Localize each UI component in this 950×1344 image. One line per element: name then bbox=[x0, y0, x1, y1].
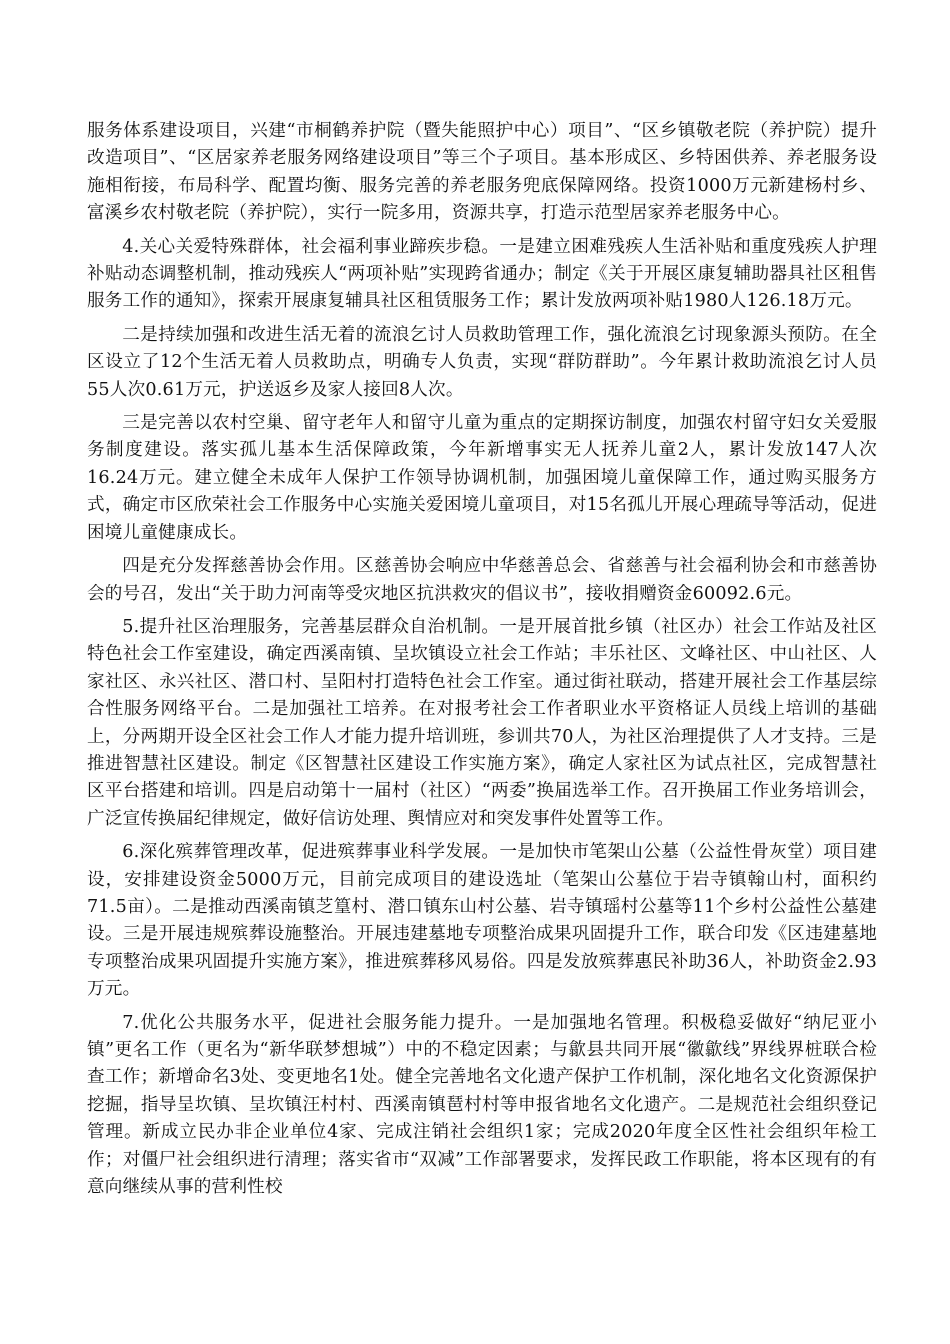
paragraph-6: 5.提升社区治理服务，完善基层群众自治机制。一是开展首批乡镇（社区办）社会工作站及社区特色社会工作室建设，确定西溪南镇、呈坎镇设立社会工作站；丰乐社区、文峰社区、中山社区、人家社区、永兴社区、潜口村、呈阳村打造特色社会工作室。通过街社联动，搭建开展社会工作基层综合性服务网络平台。二是加强社工培养。在对报考社会工作者职业水平资格证人员线上培训的基础上，分两期开设全区社会工作人才能力提升培训班，参训共70人，为社区治理提供了人才支持。三是推进智慧社区建设。制定《区智慧社区建设工作实施方案》，确定人家社区为试点社区，完成智慧社区平台搭建和培训。四是启动第十一届村（社区）“两委”换届选举工作。召开换届工作业务培训会，广泛宣传换届纪律规定，做好信访处理、舆情应对和突发事件处置等工作。 bbox=[87, 616, 877, 829]
document-body bbox=[87, 118, 877, 1207]
paragraph-2: 4.关心关爱特殊群体，社会福利事业蹄疾步稳。一是建立困难残疾人生活补贴和重度残疾人护理补贴动态调整机制，推动残疾人“两项补贴”实现跨省通办；制定《关于开展区康复辅助器具社区租售服务工作的通知》，探索开展康复辅具社区租赁服务工作；累计发放两项补贴1980人126.18万元。 bbox=[87, 236, 877, 312]
paragraph-3: 二是持续加强和改进生活无着的流浪乞讨人员救助管理工作，强化流浪乞讨现象源头预防。在全区设立了12个生活无着人员救助点，明确专人负责，实现“群防群助”。今年累计救助流浪乞讨人员55人次0.61万元，护送返乡及家人接回8人次。 bbox=[87, 324, 877, 400]
paragraph-7: 6.深化殡葬管理改革，促进殡葬事业科学发展。一是加快市笔架山公墓（公益性骨灰堂）项目建设，安排建设资金5000万元，目前完成项目的建设选址（笔架山公墓位于岩寺镇翰山村，面积约71.5亩）。二是推动西溪南镇芝篁村、潜口镇东山村公墓、岩寺镇瑶村公墓等11个乡村公益性公墓建设。三是开展违规殡葬设施整治。开展违建墓地专项整治成果巩固提升工作，联合印发《区违建墓地专项整治成果巩固提升实施方案》，推进殡葬移风易俗。四是发放殡葬惠民补助36人，补助资金2.93万元。 bbox=[87, 842, 877, 1000]
paragraph-8: 7.优化公共服务水平，促进社会服务能力提升。一是加强地名管理。积极稳妥做好“纳尼亚小镇”更名工作（更名为“新华联梦想城”）中的不稳定因素；与歙县共同开展“徽歙线”界线界桩联合检查工作；新增命名3处、变更地名1处。健全完善地名文化遗产保护工作机制，深化地名文化资源保护挖掘，指导呈坎镇、呈坎镇汪村村、西溪南镇琶村村等申报省地名文化遗产。二是规范社会组织登记管理。新成立民办非企业单位4家、完成注销社会组织1家；完成2020年度全区性社会组织年检工作；对僵尸社会组织进行清理；落实省市“双减”工作部署要求，发挥民政工作职能，将本区现有的有意向继续从事的营利性校 bbox=[87, 1012, 877, 1198]
paragraph-1: 服务体系建设项目，兴建“市桐鹤养护院（暨失能照护中心）项目”、“区乡镇敬老院（养护院）提升改造项目”、“区居家养老服务网络建设项目”等三个子项目。基本形成区、乡特困供养、养老服务设施相衔接，布局科学、配置均衡、服务完善的养老服务兜底保障网络。投资1000万元新建杨村乡、富溪乡农村敬老院（养护院），实行一院多用，资源共享，打造示范型居家养老服务中心。 bbox=[87, 121, 877, 224]
paragraph-5: 四是充分发挥慈善协会作用。区慈善协会响应中华慈善总会、省慈善与社会福利协会和市慈善协会的号召，发出“关于助力河南等受灾地区抗洪救灾的倡议书”，接收捐赠资金60092.6元。 bbox=[87, 556, 877, 604]
paragraph-4: 三是完善以农村空巢、留守老年人和留守儿童为重点的定期探访制度，加强农村留守妇女关爱服务制度建设。落实孤儿基本生活保障政策，今年新增事实无人抚养儿童2人，累计发放147人次16.24万元。建立健全未成年人保护工作领导协调机制，加强困境儿童保障工作，通过购买服务方式，确定市区欣荣社会工作服务中心实施关爱困境儿童项目，对15名孤儿开展心理疏导等活动，促进困境儿童健康成长。 bbox=[87, 413, 877, 543]
